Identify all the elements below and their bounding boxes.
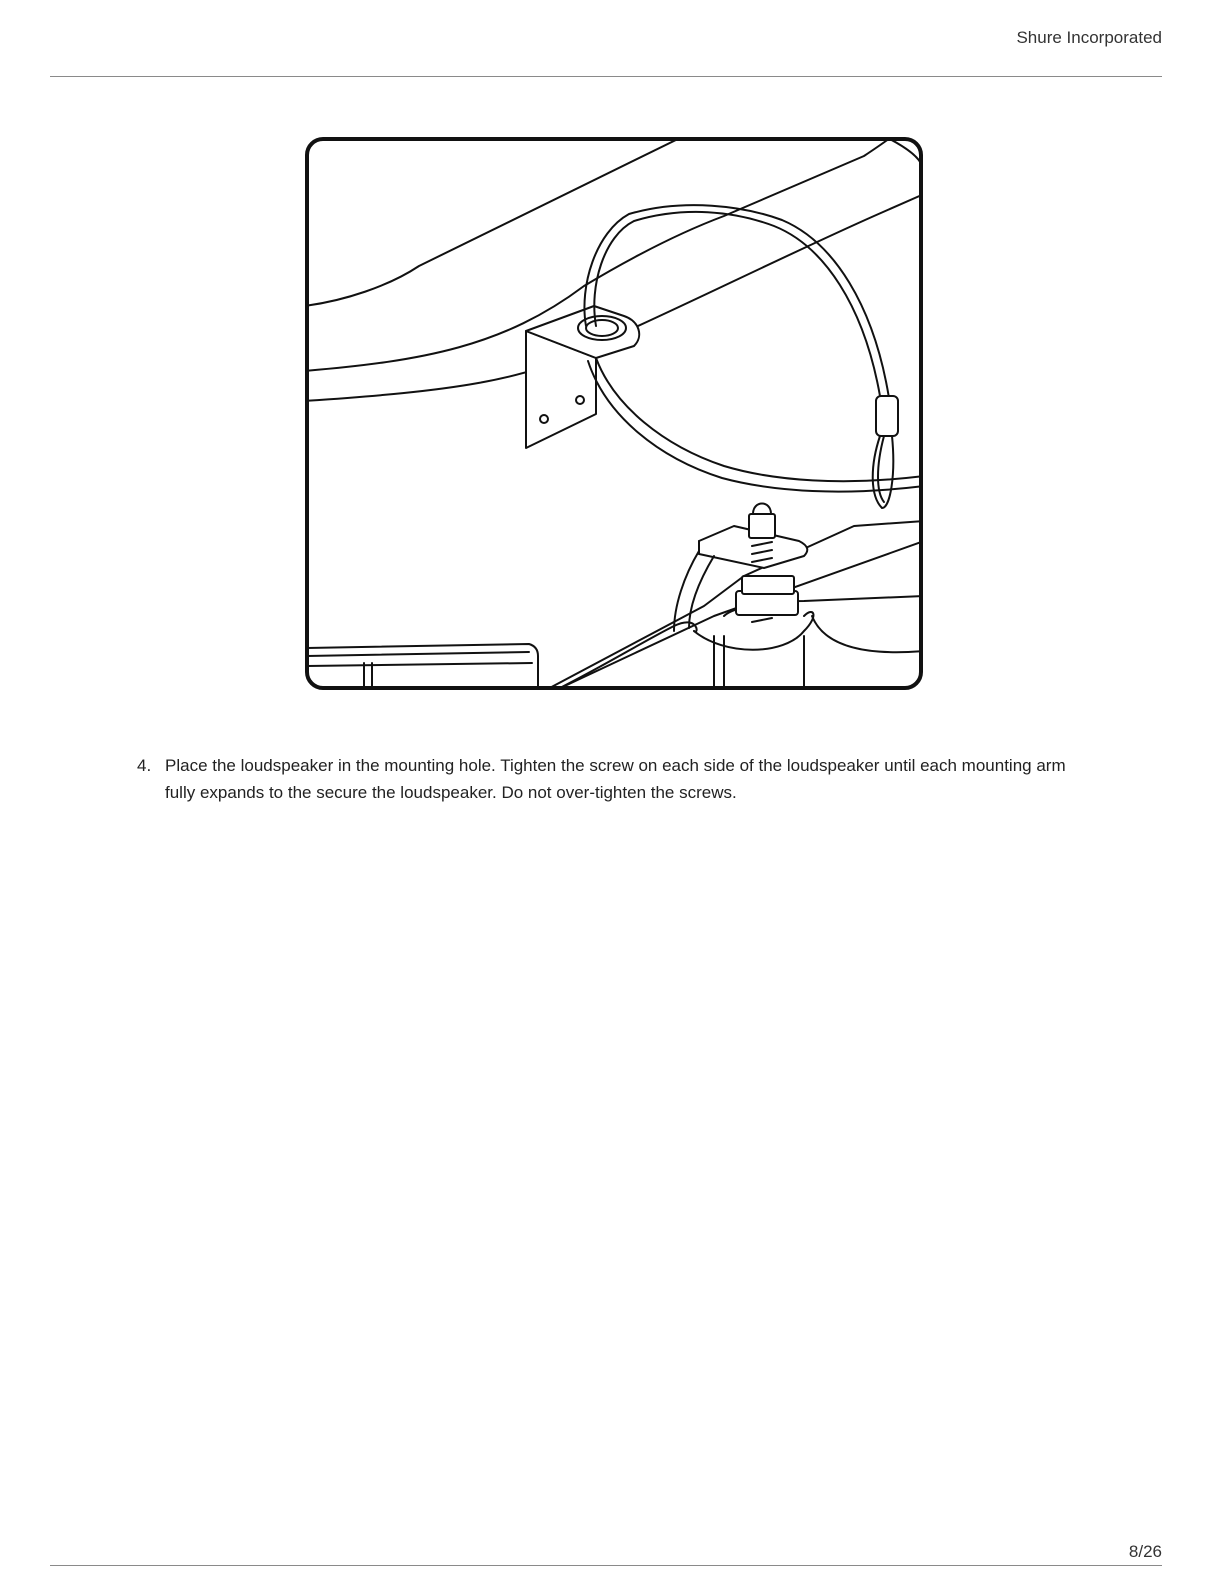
header-company-name: Shure Incorporated — [1016, 28, 1162, 47]
instruction-step — [137, 752, 1097, 806]
page-number: 8/26 — [1128, 1542, 1162, 1561]
installation-figure — [304, 136, 924, 691]
mounting-installation-illustration — [304, 136, 924, 691]
footer-divider — [50, 1565, 1162, 1566]
mounting-screw — [749, 514, 775, 538]
step-text: Place the loudspeaker in the mounting hole. Tighten the screw on each side of the loudspeaker until each mounting arm fully expands to the secure the loudspeaker. Do not over-tighten the screws. — [165, 756, 1066, 802]
header-divider — [50, 76, 1162, 77]
step-number: 4. — [137, 756, 152, 775]
